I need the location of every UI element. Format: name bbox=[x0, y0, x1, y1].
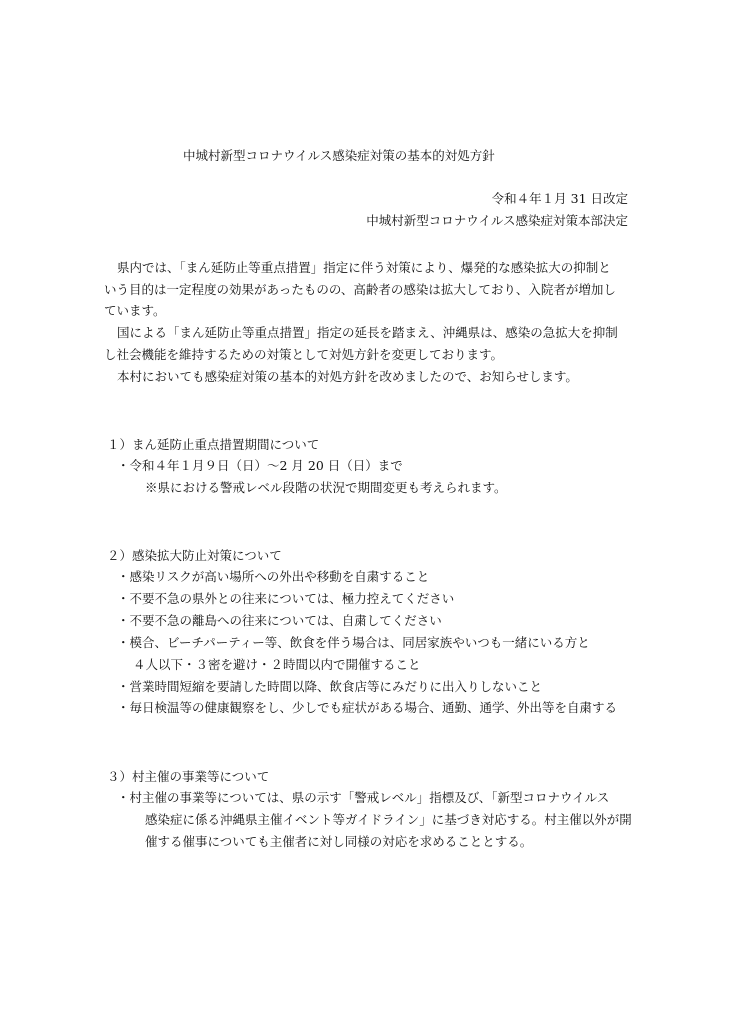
issuing-organization: 中城村新型コロナウイルス感染症対策本部決定 bbox=[366, 213, 628, 228]
section-line: ・令和４年１月９日（日）～2 月 20 日（日）まで bbox=[117, 458, 403, 473]
section-note: ※県における警戒レベル段階の状況で期間変更も考えられます。 bbox=[145, 480, 507, 495]
section-line: ・感染リスクが高い場所への外出や移動を自粛すること bbox=[117, 569, 430, 584]
section-line: ・模合、ビーチパーティー等、飲食を伴う場合は、同居家族やいつも一緒にいる方と bbox=[117, 635, 590, 650]
revision-date: 令和４年１月 31 日改定 bbox=[491, 191, 628, 206]
intro-line: 国による「まん延防止等重点措置」指定の延長を踏まえ、沖縄県は、感染の急拡大を抑制 bbox=[117, 325, 618, 340]
section-line: ・不要不急の離島への往来については、自粛してください bbox=[117, 613, 442, 628]
section-line: 催する催事についても主催者に対し同様の対応を求めることとする。 bbox=[145, 834, 533, 849]
intro-line: し社会機能を維持するための対策として対処方針を変更しております。 bbox=[104, 347, 504, 362]
section-heading: ３）村主催の事業等について bbox=[107, 769, 270, 784]
section-line: ・毎日検温等の健康観察をし、少しでも症状がある場合、通勤、通学、外出等を自粛する bbox=[117, 700, 618, 715]
section-line: 感染症に係る沖縄県主催イベント等ガイドライン」に基づき対応する。村主催以外が開 bbox=[145, 812, 632, 827]
section-line: ・不要不急の県外との往来については、極力控えてください bbox=[117, 591, 455, 606]
intro-line: ています。 bbox=[104, 303, 166, 318]
section-line: ４人以下・３密を避け・２時間以内で開催すること bbox=[133, 657, 421, 672]
document-title: 中城村新型コロナウイルス感染症対策の基本的対処方針 bbox=[183, 148, 495, 163]
section-heading: ２）感染拡大防止対策について bbox=[107, 548, 282, 563]
section-heading: １）まん延防止重点措置期間について bbox=[107, 437, 320, 452]
intro-line: 本村においても感染症対策の基本的対処方針を改めましたので、お知らせします。 bbox=[117, 369, 578, 384]
section-line: ・村主催の事業等については、県の示す「警戒レベル」指標及び、「新型コロナウイルス bbox=[117, 790, 610, 805]
intro-line: 県内では、「まん延防止等重点措置」指定に伴う対策により、爆発的な感染拡大の抑制と bbox=[117, 260, 611, 275]
intro-line: いう目的は一定程度の効果があったものの、高齢者の感染は拡大しており、入院者が増加し bbox=[104, 282, 616, 297]
section-line: ・営業時間短縮を要請した時間以降、飲食店等にみだりに出入りしないこと bbox=[117, 679, 543, 694]
